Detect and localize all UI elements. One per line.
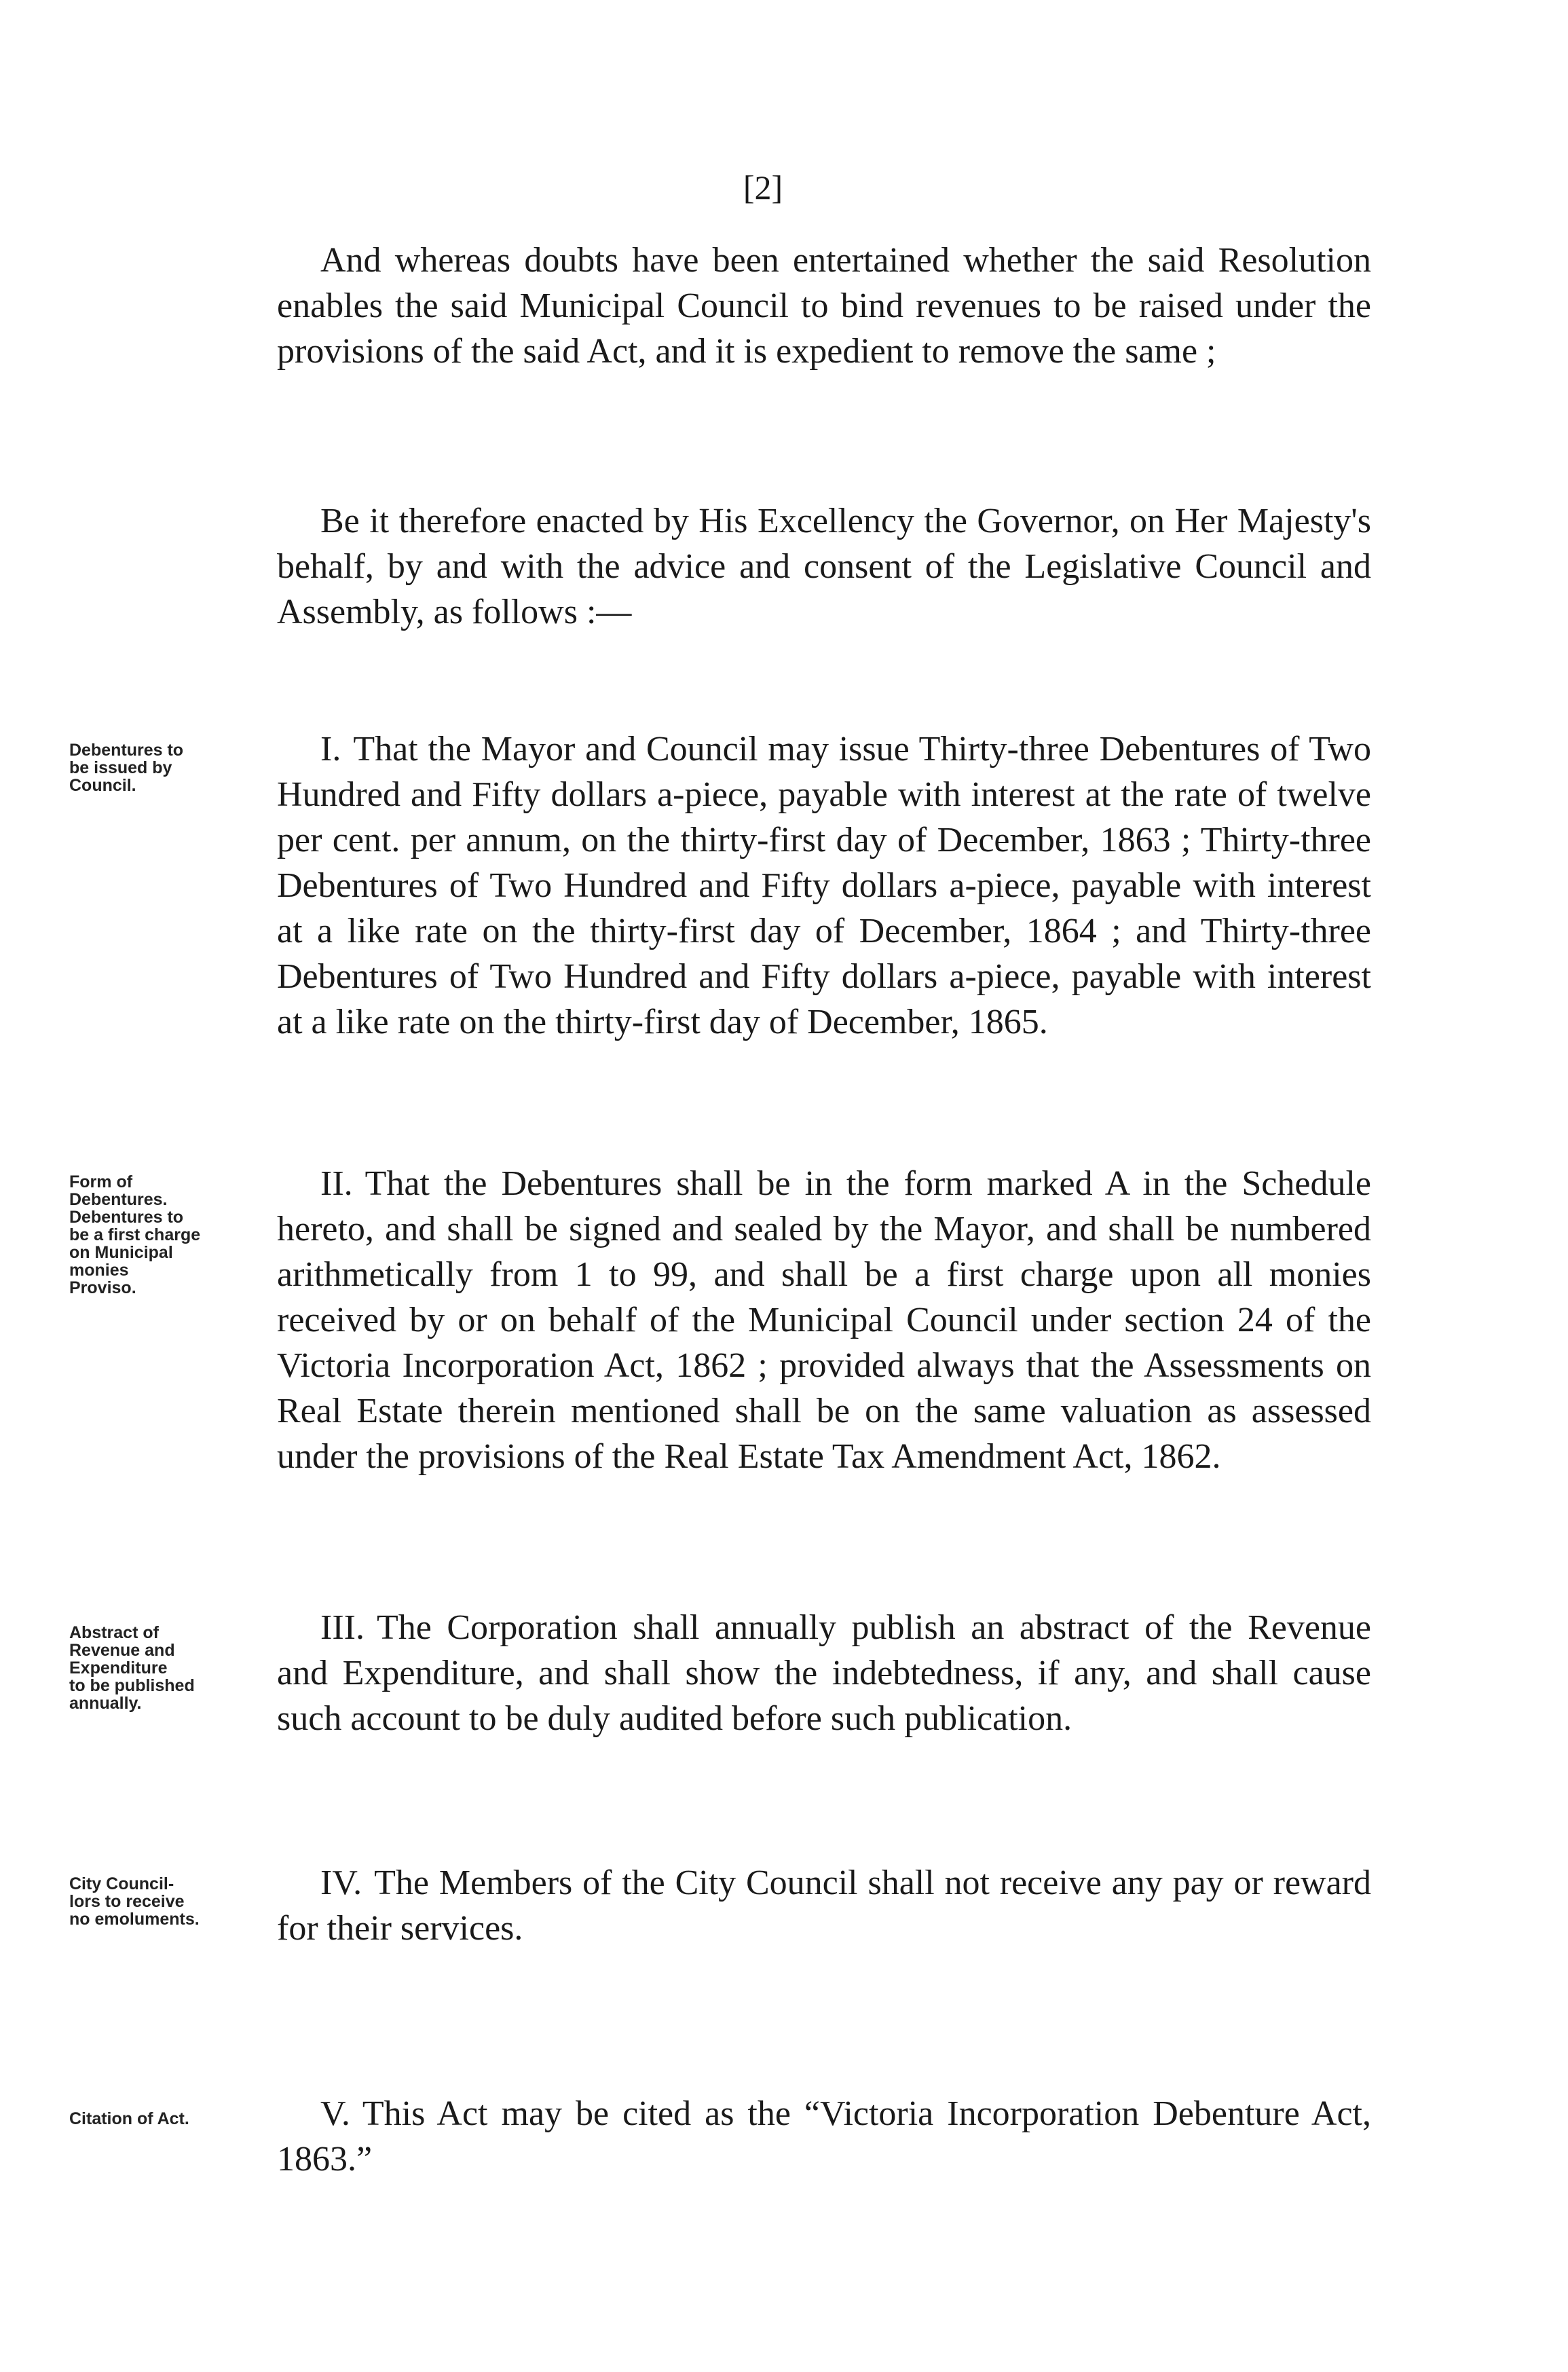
section-3 xyxy=(277,1605,1371,1741)
enacting-clause: Be it therefore enacted by His Excellency the Governor, on Her Majesty's behalf, by and with the advice and consent of the Legislative Council and Assembly, as follows :— xyxy=(277,502,1371,631)
sidenote-section-3 xyxy=(69,1624,266,1712)
page-number: [2] xyxy=(743,168,783,206)
section-numeral: I. xyxy=(320,730,341,768)
section-text: This Act may be cited as the “Victoria Incorporation Debenture Act, 1863.” xyxy=(277,2094,1371,2179)
sidenote-line: annually. xyxy=(69,1694,142,1713)
sidenote-section-2 xyxy=(69,1173,266,1297)
sidenote-line: Debentures to xyxy=(69,1208,184,1227)
sidenote-line: on Municipal xyxy=(69,1243,173,1262)
section-2 xyxy=(277,1161,1371,1479)
section-text: That the Debentures shall be in the form marked A in the Schedule hereto, and shall be signed and sealed by the Mayor, and shall be numbered arithmetically from 1 to 99, and shall be a first charge upon all monies received by or on behalf of the Municipal Council under section 24 of the Victoria Incorporation Act, 1862 ; provided always that the Assessments on Real Estate therein mentioned shall be on the same valuation as assessed under the provisions of the Real Estate Tax Amendment Act, 1862. xyxy=(277,1164,1371,1476)
section-5 xyxy=(277,2091,1371,2182)
sidenote-line: Citation of Act. xyxy=(69,2109,189,2128)
sidenote-line: Revenue and xyxy=(69,1641,175,1660)
section-text: The Corporation shall annually publish an abstract of the Revenue and Expenditure, and shall show the indebtedness, if any, and shall cause such account to be duly audited before such publication. xyxy=(277,1608,1371,1738)
section-numeral: III. xyxy=(320,1608,365,1647)
sidenote-line: Abstract of xyxy=(69,1623,159,1642)
sidenote-line: monies xyxy=(69,1261,129,1280)
sidenote-line: Debentures. xyxy=(69,1190,168,1209)
sidenote-section-4 xyxy=(69,1875,266,1928)
sidenote-line: Debentures to xyxy=(69,741,184,760)
sidenote-section-5 xyxy=(69,2110,266,2128)
sidenote-line: Council. xyxy=(69,776,136,795)
sidenote-line: be a first charge xyxy=(69,1225,201,1244)
sidenote-line: Expenditure xyxy=(69,1658,168,1678)
sidenote-line: Form of xyxy=(69,1172,133,1191)
section-numeral: IV. xyxy=(320,1864,362,1902)
sidenote-line: to be published xyxy=(69,1676,195,1695)
whereas-paragraph: And whereas doubts have been entertained whether the said Resolution enables the said Municipal Council to bind revenues to be raised under the provisions of the said Act, and it is expedient to remove the same ; xyxy=(277,241,1371,371)
section-numeral: II. xyxy=(320,1164,353,1203)
section-4 xyxy=(277,1860,1371,1951)
sidenote-line: lors to receive xyxy=(69,1892,185,1911)
section-numeral: V. xyxy=(320,2094,350,2133)
sidenote-line: City Council- xyxy=(69,1874,174,1893)
sidenote-line: Proviso. xyxy=(69,1278,136,1297)
sidenote-line: be issued by xyxy=(69,758,172,777)
section-text: The Members of the City Council shall not receive any pay or reward for their services. xyxy=(277,1864,1371,1948)
section-1 xyxy=(277,726,1371,1045)
section-text: That the Mayor and Council may issue Thirty-three Debentures of Two Hundred and Fifty dollars a-piece, payable with interest at the rate of twelve per cent. per annum, on the thirty-first day of December, 1863 ; Thirty-three Debentures of Two Hundred and Fifty dollars a-piece, payable with interest at a like rate on the thirty-first day of December, 1864 ; and Thirty-three Debentures of Two Hundred and Fifty dollars a-piece, payable with interest at a like rate on the thirty-first day of December, 1865. xyxy=(277,730,1371,1041)
sidenote-section-1 xyxy=(69,741,266,794)
sidenote-line: no emoluments. xyxy=(69,1910,200,1929)
